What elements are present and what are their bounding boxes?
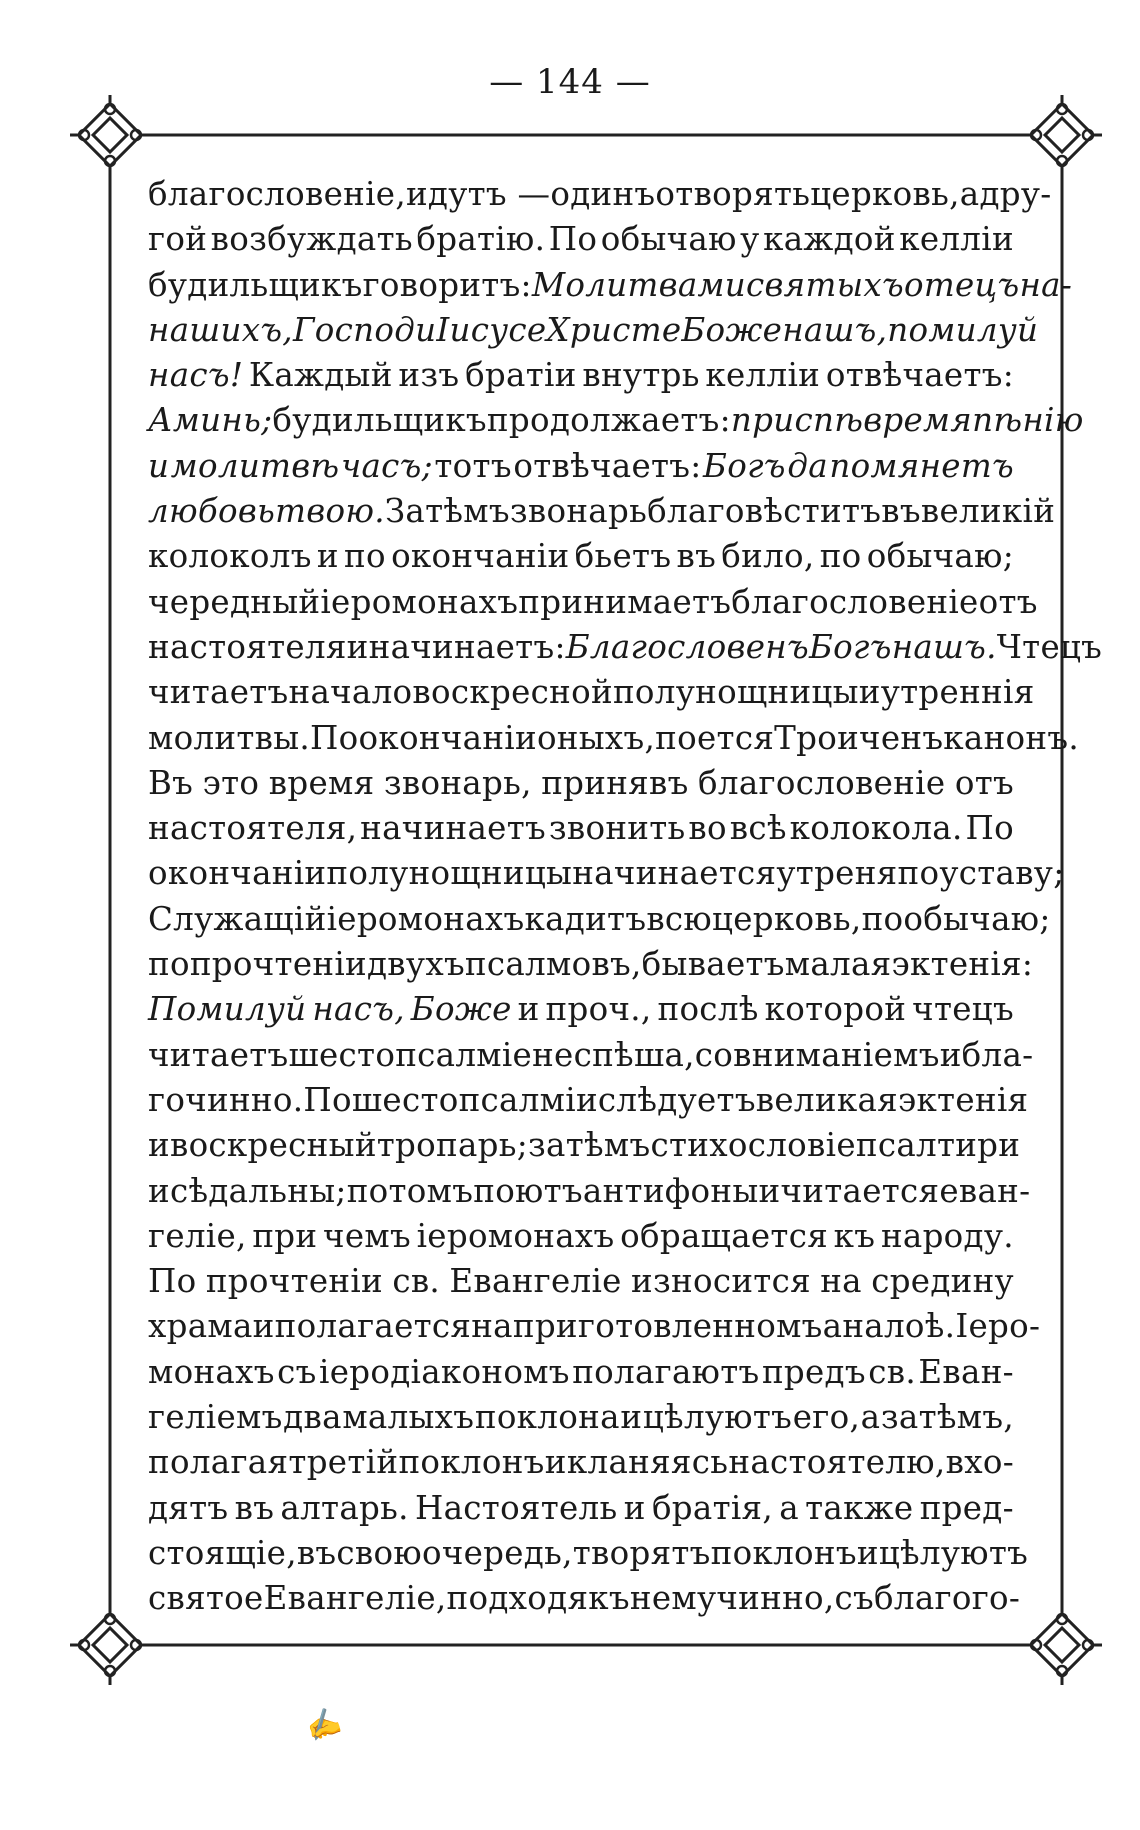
text-line xyxy=(148,1440,1014,1485)
word: и xyxy=(252,1307,275,1346)
word: всю xyxy=(646,899,713,938)
word: тропарь; xyxy=(376,1126,529,1165)
word: свою xyxy=(336,1533,422,1572)
word: уставу; xyxy=(939,854,1065,893)
word: цѣлуютъ xyxy=(878,1533,1029,1572)
word: затѣмъ, xyxy=(880,1398,1014,1437)
word: къ xyxy=(833,1216,876,1255)
word: нашихъ, xyxy=(148,310,293,349)
word: вниманіемъ xyxy=(733,1035,940,1074)
word: затѣмъ xyxy=(528,1126,651,1165)
word: со xyxy=(694,1035,734,1074)
word: канонъ. xyxy=(943,718,1079,757)
word: кланяясь xyxy=(566,1443,729,1482)
word: церковь, xyxy=(712,899,862,938)
word: іеромонахъ xyxy=(416,1216,615,1255)
text-line xyxy=(148,444,1014,489)
word: и xyxy=(939,1035,962,1074)
word: двухъ xyxy=(366,945,465,984)
text-line xyxy=(148,1259,1014,1304)
word: будильщикъ xyxy=(148,265,363,304)
word: при xyxy=(252,1216,318,1255)
word: полагая xyxy=(148,1443,289,1482)
word: проч., xyxy=(545,990,652,1029)
word: окончаніи xyxy=(148,854,327,893)
text-line xyxy=(148,716,1079,761)
text-line xyxy=(148,353,1014,398)
word: его, xyxy=(792,1398,861,1437)
text-line xyxy=(148,1531,1029,1576)
word: братію. xyxy=(416,220,546,259)
word: идутъ —одинъ xyxy=(405,175,656,213)
word: великій xyxy=(920,492,1056,531)
word: принимаетъ xyxy=(518,582,732,621)
body-text xyxy=(148,172,1103,1622)
word: колоколъ xyxy=(148,537,312,576)
word: гой xyxy=(148,220,208,259)
word: будильщикъ xyxy=(272,401,487,440)
word: послѣ xyxy=(657,990,759,1029)
word: и xyxy=(148,446,170,485)
word: третій xyxy=(288,1443,399,1482)
word: въ xyxy=(881,492,921,531)
word: у xyxy=(740,220,760,259)
word: и xyxy=(346,627,369,666)
word: Евангеліе, xyxy=(263,1579,447,1618)
word: время xyxy=(268,763,375,802)
text-line xyxy=(148,263,1073,308)
text-line xyxy=(148,942,1034,987)
word: церковь, xyxy=(810,175,960,213)
word: окончаніи xyxy=(358,718,537,757)
text-line xyxy=(148,1350,1014,1395)
word: подходя xyxy=(446,1579,589,1618)
word: также xyxy=(805,1488,914,1527)
word: износится xyxy=(631,1262,811,1301)
word: Аминь; xyxy=(148,401,273,440)
word: Богъ xyxy=(808,627,892,666)
word: а xyxy=(860,1398,881,1437)
word: По xyxy=(548,220,598,259)
word: аналоѣ. xyxy=(822,1307,956,1346)
text-line xyxy=(148,670,1035,715)
word: и xyxy=(856,1533,879,1572)
word: обычаю; xyxy=(866,537,1014,576)
word: звонить xyxy=(548,809,686,848)
word: предъ xyxy=(761,1352,866,1391)
word: По xyxy=(303,1080,352,1119)
word: Затѣмъ xyxy=(384,492,510,531)
text-line xyxy=(148,806,1014,851)
word: а xyxy=(779,1488,799,1527)
word: святыхъ xyxy=(745,265,904,304)
word: іеромонахъ xyxy=(320,582,519,621)
word: дятъ xyxy=(148,1488,229,1527)
word: часъ; xyxy=(340,446,433,485)
word: сѣдальны; xyxy=(169,1171,347,1210)
word: эктенія xyxy=(897,1080,1029,1119)
word: по xyxy=(861,899,904,938)
corner-ornament-top-left xyxy=(70,95,150,175)
word: воскресной xyxy=(412,673,613,712)
word: вхо- xyxy=(945,1443,1014,1482)
word: полунощницы xyxy=(612,673,859,712)
word: прочтеніи xyxy=(205,1262,383,1301)
word: благословеніе, xyxy=(148,175,406,213)
word: псалтири xyxy=(855,1126,1021,1165)
word: колокола. xyxy=(789,809,963,848)
word: на- xyxy=(1019,265,1073,304)
word: творятъ xyxy=(572,1533,711,1572)
word: обычаю xyxy=(600,220,737,259)
text-line xyxy=(148,1214,1014,1259)
word: благословеніе xyxy=(698,763,946,802)
word: цѣлуютъ xyxy=(642,1398,793,1437)
word: Служащій xyxy=(148,899,327,938)
word: отвѣчаетъ: xyxy=(825,356,1014,395)
corner-ornament-bottom-left xyxy=(70,1605,150,1685)
word: гочинно. xyxy=(148,1080,304,1119)
word: полагаютъ xyxy=(572,1352,760,1391)
word: Господи xyxy=(292,310,437,349)
word: по xyxy=(148,945,190,984)
word: насъ! xyxy=(148,356,244,395)
word: Боже xyxy=(410,990,512,1029)
word: молитвы. xyxy=(148,718,311,757)
word: оныхъ, xyxy=(536,718,656,757)
word: не xyxy=(532,1035,574,1074)
word: геліемъ xyxy=(148,1398,283,1437)
word: и xyxy=(623,1488,646,1527)
word: воскресный xyxy=(169,1126,377,1165)
word: это xyxy=(202,763,260,802)
text-line xyxy=(148,1033,1034,1078)
word: два xyxy=(283,1398,342,1437)
text-line xyxy=(148,761,1014,806)
text-line xyxy=(148,217,1014,262)
word: эктенія: xyxy=(891,945,1034,984)
page-number: — 144 — xyxy=(489,62,651,102)
word: внутрь xyxy=(582,356,700,395)
word: и xyxy=(517,990,540,1029)
word: Христе xyxy=(546,310,682,349)
word: утреня xyxy=(776,854,898,893)
word: Богъ xyxy=(703,446,786,485)
word: начало xyxy=(288,673,413,712)
word: въ xyxy=(234,1488,275,1527)
text-line xyxy=(148,1486,1014,1531)
word: Боже xyxy=(681,310,783,349)
word: отъ xyxy=(954,763,1014,802)
word: начинаетъ: xyxy=(368,627,566,666)
word: на xyxy=(820,1262,862,1301)
word: чтецъ xyxy=(912,990,1014,1029)
word: помилуй xyxy=(887,310,1039,349)
word: св. xyxy=(392,1262,441,1301)
word: и xyxy=(858,673,881,712)
word: Троиченъ xyxy=(774,718,944,757)
word: Евангеліе xyxy=(449,1262,622,1301)
word: каждой xyxy=(763,220,896,259)
word: Еван- xyxy=(918,1352,1014,1391)
text-line xyxy=(148,580,1038,625)
word: принявъ xyxy=(541,763,689,802)
word: окончаніи xyxy=(391,537,570,576)
word: келліи xyxy=(899,220,1014,259)
word: отворять xyxy=(655,175,811,213)
word: стоящіе, xyxy=(148,1533,297,1572)
word: да xyxy=(787,446,828,485)
word: іеродіакономъ xyxy=(319,1352,570,1391)
word: дру- xyxy=(979,175,1052,213)
word: полунощницы xyxy=(326,854,573,893)
word: на xyxy=(471,1307,513,1346)
word: поклонъ xyxy=(398,1443,545,1482)
word: стихословіе xyxy=(650,1126,856,1165)
word: пѣнію xyxy=(972,401,1084,440)
word: а xyxy=(959,175,980,213)
word: По xyxy=(310,718,359,757)
word: малыхъ xyxy=(342,1398,475,1437)
word: обычаю; xyxy=(903,899,1051,938)
word: нашъ, xyxy=(782,310,888,349)
word: братія, xyxy=(651,1488,773,1527)
text-line xyxy=(148,1395,1014,1440)
text-line xyxy=(148,172,1052,217)
word: любовь xyxy=(148,492,276,531)
word: спѣша, xyxy=(573,1035,695,1074)
word: утреннія xyxy=(880,673,1035,712)
word: отвѣчаетъ: xyxy=(513,446,702,485)
word: которой xyxy=(764,990,907,1029)
text-line xyxy=(148,625,1103,670)
word: звонарь, xyxy=(383,763,532,802)
word: твою. xyxy=(275,492,385,531)
word: молитвѣ xyxy=(170,446,340,485)
word: и xyxy=(620,1398,643,1437)
word: обращается xyxy=(620,1216,828,1255)
word: съ xyxy=(834,1579,875,1618)
text-line xyxy=(148,897,1051,942)
word: кадитъ xyxy=(524,899,647,938)
text-line xyxy=(148,489,1056,534)
word: благовѣститъ xyxy=(647,492,882,531)
word: читается xyxy=(780,1171,940,1210)
word: Іеро- xyxy=(955,1307,1041,1346)
word: и xyxy=(316,537,339,576)
text-line xyxy=(148,308,1039,353)
word: било, xyxy=(721,537,815,576)
word: приспѣ xyxy=(730,401,864,440)
word: отецъ xyxy=(903,265,1020,304)
word: чинно, xyxy=(716,1579,835,1618)
word: по xyxy=(819,537,862,576)
word: чемъ xyxy=(323,1216,411,1255)
text-line xyxy=(148,1304,1041,1349)
word: Молитвами xyxy=(531,265,746,304)
word: По xyxy=(148,1262,197,1301)
text-line xyxy=(148,1123,1021,1168)
word: продолжаетъ: xyxy=(486,401,731,440)
word: святое xyxy=(148,1579,264,1618)
word: съ xyxy=(277,1352,317,1391)
word: братіи xyxy=(465,356,577,395)
word: время xyxy=(863,401,973,440)
word: по xyxy=(344,537,386,576)
word: настоятеля xyxy=(148,627,347,666)
word: всѣ xyxy=(729,809,787,848)
word: говоритъ: xyxy=(362,265,532,304)
text-line xyxy=(148,1576,1021,1621)
word: св. xyxy=(868,1352,916,1391)
word: и xyxy=(148,1171,170,1210)
text-line xyxy=(148,398,1084,443)
word: еван- xyxy=(939,1171,1031,1210)
word: нашъ. xyxy=(891,627,997,666)
word: великая xyxy=(755,1080,898,1119)
word: начинается xyxy=(572,854,777,893)
word: бла- xyxy=(961,1035,1034,1074)
word: отъ xyxy=(978,582,1038,621)
text-line xyxy=(148,534,1014,579)
word: Помилуй xyxy=(148,990,307,1029)
word: читаетъ xyxy=(148,1035,289,1074)
word: малая xyxy=(784,945,892,984)
word: благословеніе xyxy=(731,582,979,621)
word: Каждый xyxy=(248,356,393,395)
word: нему xyxy=(629,1579,717,1618)
text-line xyxy=(148,1169,1031,1214)
word: въ xyxy=(676,537,717,576)
word: насъ, xyxy=(312,990,405,1029)
word: алтарь. xyxy=(280,1488,409,1527)
word: благого- xyxy=(874,1579,1021,1618)
word: полагается xyxy=(274,1307,472,1346)
word: храма xyxy=(148,1307,253,1346)
word: Настоятель xyxy=(414,1488,618,1527)
ink-scribble: ✍ xyxy=(301,1703,346,1746)
word: Іисусе xyxy=(436,310,547,349)
word: монахъ xyxy=(148,1352,275,1391)
word: поется xyxy=(655,718,775,757)
word: во xyxy=(688,809,727,848)
word: настоятеля, xyxy=(148,809,358,848)
text-line xyxy=(148,851,1065,896)
word: очередь, xyxy=(421,1533,573,1572)
word: тотъ xyxy=(434,446,512,485)
word: По xyxy=(965,809,1014,848)
word: шестопсалміи xyxy=(351,1080,598,1119)
text-line xyxy=(148,1078,1029,1123)
word: народу. xyxy=(880,1216,1014,1255)
word: поклонъ xyxy=(710,1533,857,1572)
word: іеромонахъ xyxy=(326,899,525,938)
word: и xyxy=(544,1443,567,1482)
word: къ xyxy=(588,1579,630,1618)
word: поютъ xyxy=(473,1171,583,1210)
word: читаетъ xyxy=(148,673,289,712)
word: геліе, xyxy=(148,1216,247,1255)
corner-ornament-bottom-right xyxy=(1022,1605,1102,1685)
word: Въ xyxy=(148,763,194,802)
word: настоятелю, xyxy=(728,1443,946,1482)
word: шестопсалміе xyxy=(288,1035,533,1074)
text-line xyxy=(148,987,1014,1032)
word: Благословенъ xyxy=(565,627,809,666)
word: потомъ xyxy=(346,1171,474,1210)
word: пред- xyxy=(919,1488,1014,1527)
word: бьетъ xyxy=(574,537,672,576)
word: прочтеніи xyxy=(189,945,367,984)
corner-ornament-top-right xyxy=(1022,95,1102,175)
word: по xyxy=(897,854,940,893)
word: бываетъ xyxy=(641,945,785,984)
word: келліи xyxy=(705,356,821,395)
word: начинаетъ xyxy=(360,809,546,848)
word: приготовленномъ xyxy=(512,1307,823,1346)
word: изъ xyxy=(398,356,460,395)
word: антифоны xyxy=(582,1171,759,1210)
word: въ xyxy=(296,1533,337,1572)
word: возбуждать xyxy=(210,220,413,259)
word: и xyxy=(148,1126,170,1165)
word: псалмовъ, xyxy=(464,945,642,984)
word: звонарь xyxy=(509,492,648,531)
word: поклона xyxy=(474,1398,620,1437)
word: и xyxy=(758,1171,781,1210)
word: чередный xyxy=(148,582,321,621)
word: помянетъ xyxy=(829,446,1014,485)
word: слѣдуетъ xyxy=(597,1080,756,1119)
word: Чтецъ xyxy=(996,627,1103,666)
word: средину xyxy=(871,1262,1014,1301)
